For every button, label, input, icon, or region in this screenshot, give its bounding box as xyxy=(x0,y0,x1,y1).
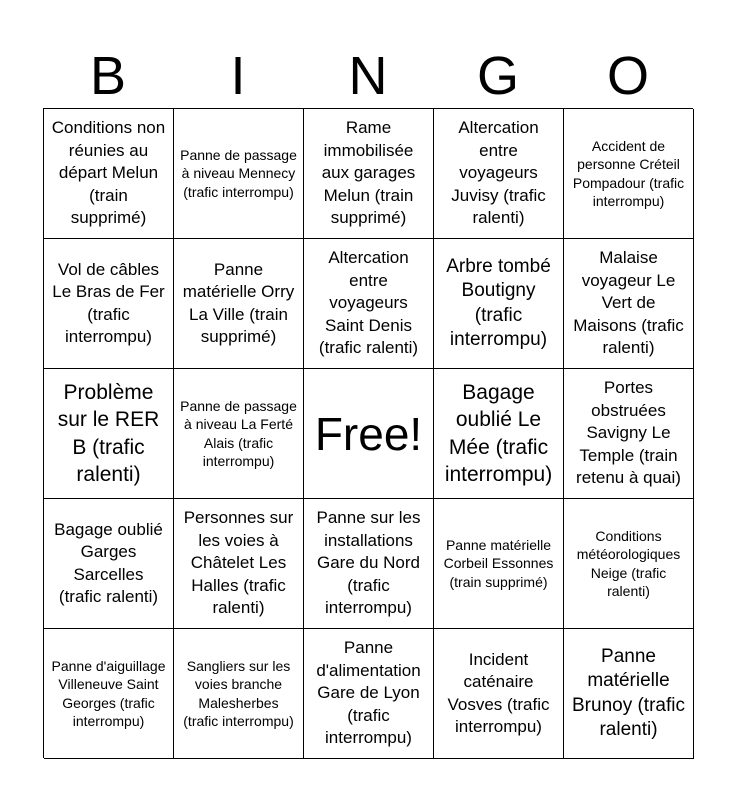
bingo-cell[interactable] xyxy=(44,369,174,499)
cell-text: Malaise voyageur Le Vert de Maisons (trafic ralenti) xyxy=(573,248,684,358)
free-space-cell[interactable] xyxy=(304,369,434,499)
cell-text: Panne matérielle Corbeil Essonnes (train supprimé) xyxy=(443,536,554,590)
cell-text: Conditions non réunies au départ Melun (train supprimé) xyxy=(51,118,166,228)
cell-text: Panne d'aiguillage Villeneuve Saint Georges (trafic interrompu) xyxy=(51,657,166,729)
bingo-cell[interactable] xyxy=(564,369,694,499)
cell-text: Panne matérielle Orry La Ville (train supprimé) xyxy=(182,259,295,346)
bingo-cell[interactable] xyxy=(434,369,564,499)
cell-text: Incident caténaire Vosves (trafic interrompu) xyxy=(447,649,550,736)
header-letter-b: B xyxy=(89,46,127,106)
bingo-cell[interactable] xyxy=(564,499,694,629)
bingo-cell[interactable] xyxy=(564,239,694,369)
bingo-cell[interactable] xyxy=(174,109,304,239)
cell-text: Bagage oublié Garges Sarcelles (trafic ralenti) xyxy=(54,519,163,606)
bingo-cell[interactable] xyxy=(44,629,174,759)
header-letter-o: O xyxy=(606,46,649,106)
cell-text: Altercation entre voyageurs Saint Denis (trafic ralenti) xyxy=(318,248,419,358)
bingo-cell[interactable] xyxy=(44,499,174,629)
bingo-cell[interactable] xyxy=(564,109,694,239)
bingo-cell[interactable] xyxy=(44,109,174,239)
bingo-cell[interactable] xyxy=(434,499,564,629)
cell-text: Panne de passage à niveau Mennecy (trafic interrompu) xyxy=(180,146,297,200)
free-space-text: Free! xyxy=(314,407,423,460)
bingo-cell[interactable] xyxy=(304,239,434,369)
bingo-cell[interactable] xyxy=(174,629,304,759)
bingo-cell[interactable] xyxy=(174,369,304,499)
bingo-cell[interactable] xyxy=(434,239,564,369)
bingo-cell[interactable] xyxy=(304,499,434,629)
cell-text: Panne matérielle Brunoy (trafic ralenti) xyxy=(572,645,685,740)
bingo-cell[interactable] xyxy=(564,629,694,759)
cell-text: Sangliers sur les voies branche Malesherbes (trafic interrompu) xyxy=(183,657,294,729)
cell-text: Bagage oublié Le Mée (trafic interrompu) xyxy=(444,380,553,486)
cell-text: Arbre tombé Boutigny (trafic interrompu) xyxy=(446,255,551,350)
header-letter-i: I xyxy=(230,46,246,106)
cell-text: Accident de personne Créteil Pompadour (trafic interrompu) xyxy=(572,137,685,209)
bingo-cell[interactable] xyxy=(304,629,434,759)
bingo-cell[interactable] xyxy=(434,109,564,239)
cell-text: Altercation entre voyageurs Juvisy (trafic ralenti) xyxy=(451,118,546,228)
cell-text: Panne sur les installations Gare du Nord (trafic interrompu) xyxy=(316,508,421,618)
header-letter-g: G xyxy=(476,46,519,106)
bingo-cell[interactable] xyxy=(174,499,304,629)
bingo-cell[interactable] xyxy=(174,239,304,369)
bingo-card-grid xyxy=(43,108,693,758)
bingo-header xyxy=(43,44,693,108)
bingo-cell[interactable] xyxy=(44,239,174,369)
cell-text: Conditions météorologiques Neige (trafic ralenti) xyxy=(576,527,681,599)
cell-text: Personnes sur les voies à Châtelet Les Halles (trafic ralenti) xyxy=(183,508,294,618)
cell-text: Panne de passage à niveau La Ferté Alais (trafic interrompu) xyxy=(180,397,297,469)
bingo-cell[interactable] xyxy=(434,629,564,759)
cell-text: Portes obstruées Savigny Le Temple (train retenu à quai) xyxy=(576,378,681,488)
cell-text: Vol de câbles Le Bras de Fer (trafic interrompu) xyxy=(52,259,165,346)
cell-text: Rame immobilisée aux garages Melun (train supprimé) xyxy=(321,118,416,228)
header-letter-n: N xyxy=(348,46,388,106)
cell-text: Problème sur le RER B (trafic ralenti) xyxy=(57,380,160,486)
cell-text: Panne d'alimentation Gare de Lyon (trafic interrompu) xyxy=(316,638,421,748)
bingo-cell[interactable] xyxy=(304,109,434,239)
